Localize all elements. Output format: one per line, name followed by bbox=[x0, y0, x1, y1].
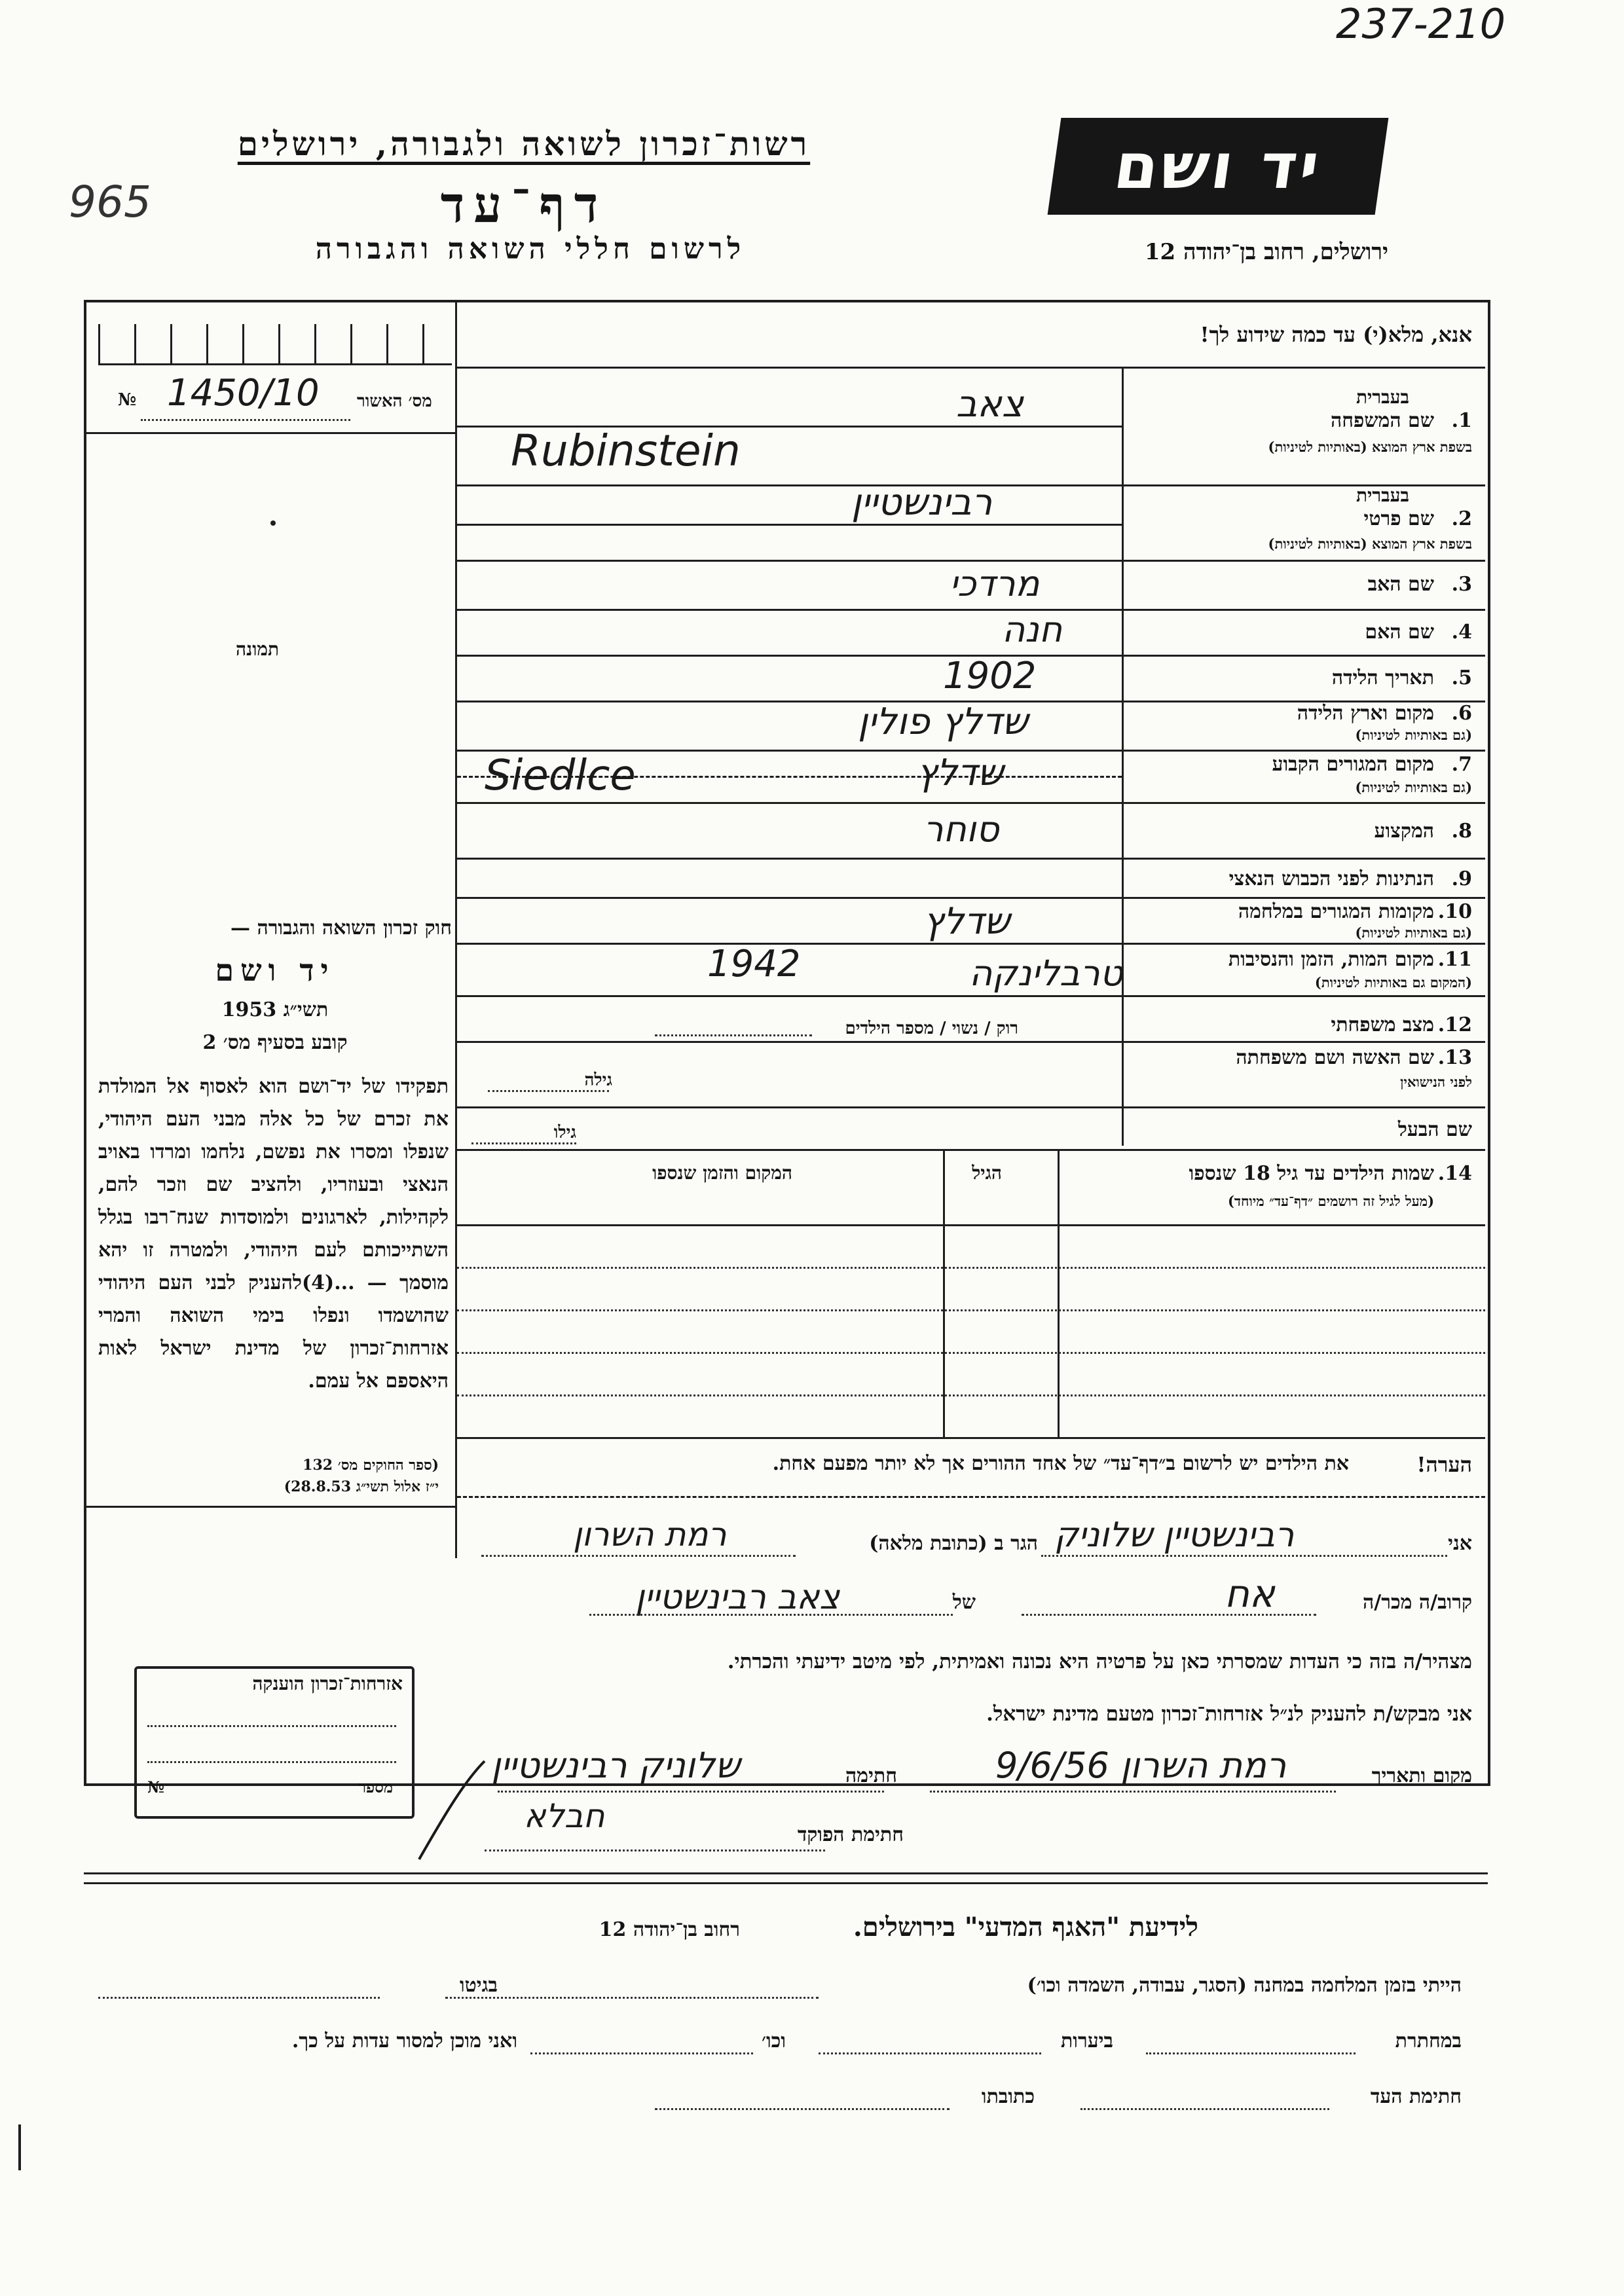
field-1-latin-note: בשפת ארץ המוצא (באותיות לטיניות) bbox=[1268, 439, 1472, 455]
footer-witness-line bbox=[1080, 2108, 1329, 2110]
decl-place-date: רמת השרון 9/6/56 bbox=[995, 1745, 1287, 1786]
husband-label: שם הבעל bbox=[1397, 1118, 1472, 1141]
photo-dot bbox=[270, 520, 276, 526]
field-4-num: 4. bbox=[1451, 621, 1472, 644]
tick-strip bbox=[98, 324, 452, 365]
field-8-num: 8. bbox=[1451, 820, 1472, 843]
org-address: ירושלים, רחוב בן־יהודה 12 bbox=[1144, 239, 1388, 265]
footer-title: לידיעת "האגף המדעי" בירושלים. bbox=[853, 1912, 1198, 1942]
footer-witness-signature: חתימת העד bbox=[1370, 2085, 1462, 2108]
field-10-num: 10. bbox=[1437, 900, 1472, 923]
decl-signature-label: חתימה bbox=[845, 1764, 897, 1787]
yad-vashem-logo: יד ושם bbox=[1048, 118, 1389, 215]
approval-no-symbol: מס׳ האשור bbox=[357, 392, 432, 411]
sidebar-bottom-rule bbox=[85, 1506, 456, 1508]
decl-relation-line bbox=[1022, 1614, 1316, 1616]
decl-officer-signature: חבלא bbox=[524, 1797, 605, 1835]
field-7-num: 7. bbox=[1451, 753, 1472, 776]
row-rule bbox=[457, 995, 1485, 997]
law-source-date: י״ז אלול תשי״ג 28.8.53) bbox=[284, 1478, 439, 1495]
hebrew-tag: בעברית bbox=[1356, 386, 1409, 408]
footer-address: רחוב בן־יהודה 12 bbox=[599, 1918, 740, 1941]
footer-double-rule bbox=[84, 1872, 1488, 1874]
form-subtitle: לרשום חללי השואה והגבורה bbox=[315, 232, 746, 266]
decl-address: רמת השרון bbox=[573, 1516, 727, 1554]
children-row bbox=[457, 1224, 1485, 1226]
field-10-label: מקומות המגורים במלחמה bbox=[1238, 900, 1434, 923]
field-12-label: מצב משפחתי bbox=[1331, 1013, 1434, 1036]
field-1-num: 1. bbox=[1451, 409, 1472, 432]
hebrew-tag: בעברית bbox=[1356, 484, 1409, 506]
decl-request: אני מבקש/ת להעניק לנ״ל אזרחות־זכרון מטעם מדינת ישראל. bbox=[986, 1702, 1472, 1726]
field-3-label: שם האב bbox=[1367, 573, 1434, 596]
law-section: קובע בסעיף מס׳ 2 bbox=[202, 1031, 348, 1054]
field-2-latin-note: בשפת ארץ המוצא (באותיות לטיניות) bbox=[1268, 536, 1472, 552]
decl-resides-label: הגר ב (כתובת מלאה) bbox=[869, 1532, 1038, 1555]
approval-line bbox=[141, 419, 350, 421]
citizenship-box-line bbox=[147, 1761, 396, 1763]
field-11-year: 1942 bbox=[707, 943, 801, 985]
law-year: תשי״ג 1953 bbox=[221, 998, 329, 1021]
footer-etc: וכו׳ bbox=[762, 2030, 786, 2052]
field-5-value: 1902 bbox=[943, 655, 1037, 697]
footer-double-rule bbox=[84, 1882, 1488, 1884]
field-7-latin-value: Siedlce bbox=[485, 752, 636, 800]
footer-ghetto-line bbox=[98, 1997, 380, 1999]
approval-number: 1450/10 bbox=[167, 372, 320, 414]
citizenship-box-number: מספר bbox=[358, 1777, 393, 1796]
children-row bbox=[457, 1309, 1485, 1311]
field-2-num: 2. bbox=[1451, 507, 1472, 530]
field-11-sub: (המקום גם באותיות לטיניות) bbox=[1314, 974, 1472, 991]
scan-mark bbox=[18, 2124, 21, 2170]
row-rule bbox=[457, 858, 1485, 860]
children-table-bottom bbox=[457, 1437, 1485, 1439]
field-3-num: 3. bbox=[1451, 573, 1472, 596]
law-source: (ספר החוקים מס׳ 132 bbox=[303, 1457, 439, 1474]
field-3-value: מרדכי bbox=[950, 563, 1040, 604]
instruction-rule bbox=[457, 367, 1485, 369]
row-rule bbox=[457, 943, 1485, 945]
row-rule bbox=[457, 1106, 1485, 1108]
row-split bbox=[457, 524, 1122, 526]
decl-of-label: של bbox=[952, 1591, 976, 1614]
law-title: חוק זכרון השואה והגבורה — bbox=[231, 917, 452, 939]
field-8-label: המקצוע bbox=[1374, 820, 1434, 843]
field-9-num: 9. bbox=[1451, 867, 1472, 890]
field-6-value: שדלץ פולין bbox=[858, 701, 1028, 743]
note-label: הערה! bbox=[1416, 1452, 1472, 1477]
decl-signature: שלוניק רבינשטיין bbox=[491, 1745, 741, 1786]
field-1-label: שם המשפחה bbox=[1330, 409, 1434, 432]
field-5-label: תאריך הלידה bbox=[1331, 666, 1434, 689]
husband-age-label: גילו bbox=[553, 1123, 576, 1142]
field-4-value: חנה bbox=[1002, 609, 1063, 650]
sidebar-divider bbox=[455, 301, 457, 1558]
approval-symbol: № bbox=[118, 390, 137, 410]
field-13-num: 13. bbox=[1437, 1046, 1472, 1069]
label-column-divider bbox=[1122, 367, 1124, 1146]
husband-age-line bbox=[471, 1142, 576, 1144]
footer-ghetto: בגיטו bbox=[459, 1974, 498, 1997]
law-name: יד ושם bbox=[215, 953, 335, 988]
row-rule bbox=[457, 609, 1485, 611]
children-place-header: המקום והזמן שנספו bbox=[652, 1162, 792, 1184]
wife-age-label: גילה bbox=[584, 1070, 612, 1090]
decl-i-label: אני bbox=[1448, 1532, 1472, 1555]
field-7-sub: (גם באותיות לטיניות) bbox=[1355, 779, 1472, 795]
field-8-value: סוחר bbox=[923, 809, 999, 850]
children-sub: (מעל לגיל זה רושמים ״דף־עד״ מיוחד) bbox=[1227, 1193, 1434, 1209]
decl-officer-line bbox=[485, 1850, 825, 1851]
decl-relation-label: קרוב/ה מכר/ה bbox=[1363, 1591, 1472, 1614]
field-7-label: מקום המגורים הקבוע bbox=[1272, 753, 1434, 776]
footer-underground-line bbox=[1146, 2052, 1356, 2054]
footer-address-label: כתובתו bbox=[981, 2085, 1035, 2108]
wife-age-line bbox=[488, 1090, 609, 1092]
footer-camp-line bbox=[445, 1997, 819, 1999]
decl-place-date-line bbox=[930, 1791, 1336, 1793]
children-count-line bbox=[655, 1034, 812, 1036]
citizenship-box-title: אזרחות־זכרון הוענקה bbox=[252, 1673, 403, 1694]
row-rule bbox=[457, 802, 1485, 804]
field-11-label: מקום המות, הזמן והנסיבות bbox=[1228, 948, 1434, 971]
photo-label: תמונה bbox=[236, 638, 280, 660]
decl-signature-line bbox=[498, 1791, 884, 1793]
field-6-sub: (גם באותיות לטיניות) bbox=[1355, 727, 1472, 743]
footer-address-line bbox=[655, 2108, 950, 2110]
children-age-header: הגיל bbox=[972, 1162, 1002, 1184]
decl-of-name: צאב רבינשטיין bbox=[635, 1578, 840, 1617]
field-6-num: 6. bbox=[1451, 702, 1472, 725]
row-rule bbox=[457, 1041, 1485, 1043]
decl-place-date-label: מקום ותאריך bbox=[1371, 1764, 1472, 1787]
organization-name: רשות־זכרון לשואה ולגבורה, ירושלים bbox=[237, 124, 811, 163]
decl-address-line bbox=[481, 1555, 796, 1557]
decl-declarant: רבינשטיין שלוניק bbox=[1054, 1516, 1295, 1555]
children-num: 14. bbox=[1437, 1162, 1472, 1185]
fill-instruction: אנא, מלא(י) עד כמה שידוע לך! bbox=[1200, 322, 1472, 347]
decl-declarant-line bbox=[1041, 1555, 1447, 1557]
field-1-latin-value: Rubinstein bbox=[511, 426, 741, 476]
field-13-sub: לפני הנישואין bbox=[1400, 1074, 1472, 1090]
children-row bbox=[457, 1394, 1485, 1396]
footer-etc-line bbox=[530, 2052, 753, 2054]
children-row bbox=[457, 1352, 1485, 1354]
law-text: תפקידו של יד־ושם הוא לאסוף אל המולדת את זכרם של כל אלה מבני העם היהודי, שנפלו ומסרו את נפשם, נלחמו ומרדו באויב הנאצי ובעוזריו, ולהציב שם וזכר להם, לקהילות, לארגונים ולמוסדות שנח־רבו בגלל השתייכותם לעם היהודי, ולמטרה זו יהא מוסמך — ...(4)להעניק לבני העם היהודי שהושמדו ונפלו בימי השואה והמרי אזרחות־זכרון של מדינת ישראל לאות היאספם אל עמם. bbox=[98, 1075, 449, 1393]
form-title: דף־עד bbox=[440, 175, 608, 234]
margin-number: 965 bbox=[69, 177, 151, 227]
citizenship-box-line bbox=[147, 1725, 396, 1727]
note-text: את הילדים יש לרשום ב״דף־עד״ של אחד ההורים אך לא יותר מפעם אחת. bbox=[772, 1452, 1349, 1475]
decl-of-line bbox=[589, 1614, 953, 1616]
decl-relation: אח bbox=[1225, 1571, 1275, 1616]
children-row bbox=[457, 1267, 1485, 1269]
field-1-hebrew-value: צאב bbox=[956, 383, 1024, 426]
field-2-label: שם פרטי bbox=[1363, 507, 1434, 530]
decl-statement: מצהיר/ה בזה כי העדות שמסרתי כאן על פרטיה היא נכונה ואמיתית, לפי מיטב ידיעתי והכרתי. bbox=[727, 1650, 1472, 1673]
field-7-value: שדלץ bbox=[917, 752, 1004, 794]
field-2-value: רבינשטיין bbox=[851, 481, 993, 524]
row-rule bbox=[457, 1149, 1485, 1151]
field-9-label: הנתינות לפני הכבוש הנאצי bbox=[1228, 867, 1434, 890]
footer-line1: הייתי בזמן המלחמה במחנה (הסגר, עבודה, השמדה וכו׳) bbox=[1027, 1974, 1462, 1997]
note-rule bbox=[457, 1496, 1485, 1498]
archive-number: 237-210 bbox=[1336, 0, 1506, 48]
footer-underground: במחתרת bbox=[1395, 2030, 1462, 2052]
approval-rule bbox=[85, 432, 456, 434]
citizenship-box-no-symbol: № bbox=[147, 1777, 165, 1796]
decl-officer-label: חתימת הפוקד bbox=[797, 1823, 904, 1846]
field-11-value: טרבלינקה bbox=[969, 953, 1123, 994]
field-4-label: שם האם bbox=[1365, 621, 1434, 644]
field-12-num: 12. bbox=[1437, 1013, 1472, 1036]
marital-options: רוק / נשוי / מספר הילדים bbox=[845, 1019, 1018, 1038]
field-10-value: שדלץ bbox=[923, 900, 1010, 943]
row-rule bbox=[457, 560, 1485, 562]
field-6-label: מקום וארץ הלידה bbox=[1297, 702, 1434, 725]
field-13-label: שם האשה ושם משפחתה bbox=[1236, 1046, 1434, 1069]
footer-ready: ואני מוכן למסור עדות על כך. bbox=[291, 2030, 517, 2052]
row-rule bbox=[457, 897, 1485, 899]
field-11-num: 11. bbox=[1437, 948, 1472, 971]
field-10-sub: (גם באותיות לטיניות) bbox=[1355, 924, 1472, 941]
field-5-num: 5. bbox=[1451, 666, 1472, 689]
footer-forests: ביערות bbox=[1060, 2030, 1113, 2052]
footer-forests-line bbox=[819, 2052, 1041, 2054]
children-label: שמות הילדים עד גיל 18 שנספו bbox=[1189, 1162, 1434, 1185]
